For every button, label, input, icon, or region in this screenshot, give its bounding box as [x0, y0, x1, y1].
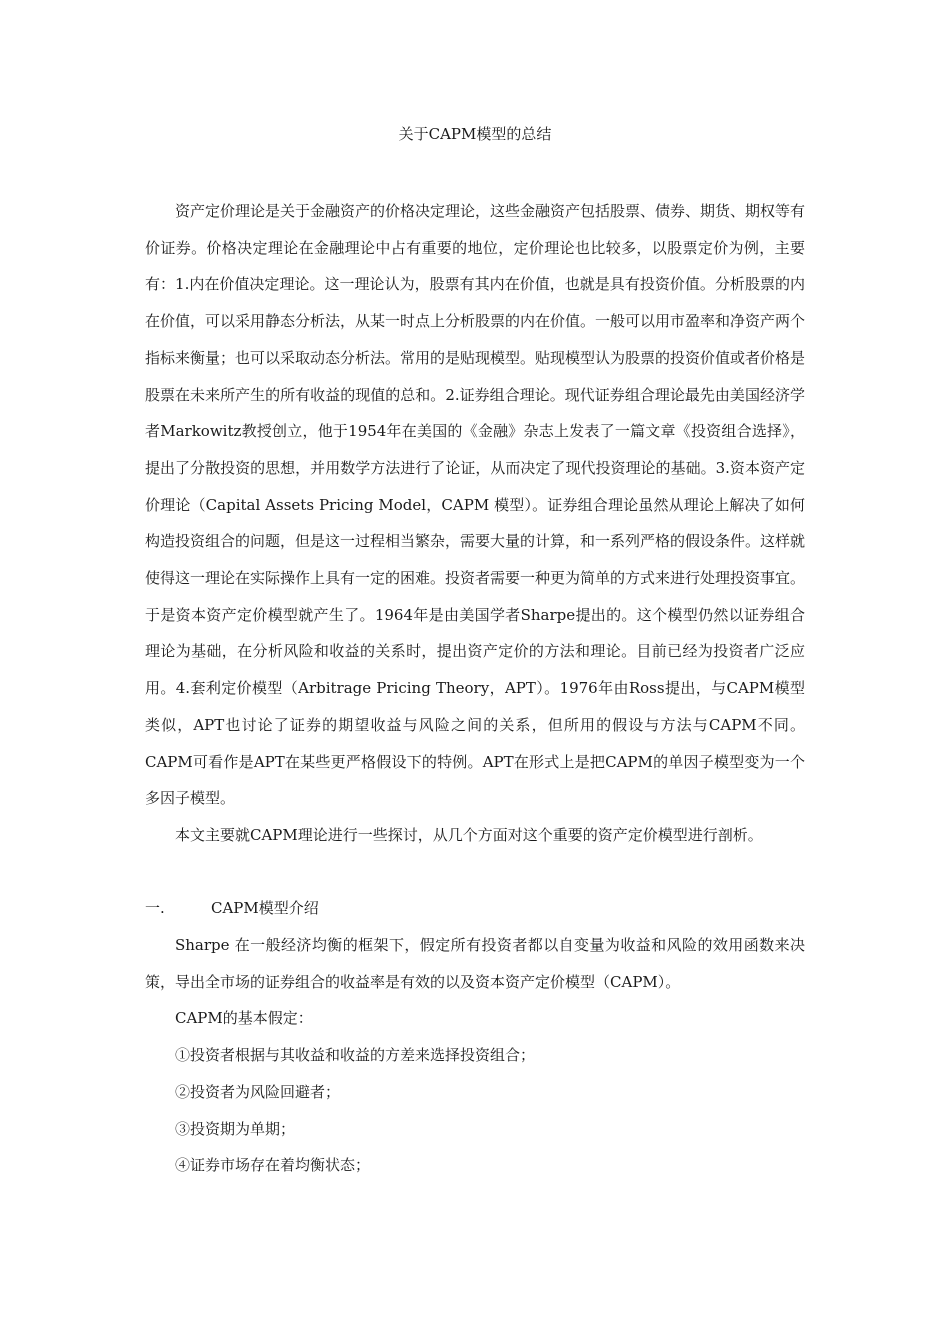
document-body	[145, 193, 805, 1184]
assumption-item: ②投资者为风险回避者；	[175, 1082, 341, 1101]
section-title: CAPM模型介绍	[211, 899, 319, 918]
assumptions-heading: CAPM的基本假定：	[175, 1009, 313, 1028]
intro-paragraph: 资产定价理论是关于金融资产的价格决定理论，这些金融资产包括股票、债券、期货、期权等有价证券。价格决定理论在金融理论中占有重要的地位，定价理论也比较多，以股票定价为例，主要有：1.内在价值决定理论。这一理论认为，股票有其内在价值，也就是具有投资价值。分析股票的内在价值，可以采用静态分析法，从某一时点上分析股票的内在价值。一般可以用市盈率和净资产两个指标来衡量；也可以采取动态分析法。常用的是贴现模型。贴现模型认为股票的投资价值或者价格是股票在未来所产生的所有收益的现值的总和。2.证券组合理论。现代证券组合理论最先由美国经济学者Markowitz教授创立，他于1954年在美国的《金融》杂志上发表了一篇文章《投资组合选择》，提出了分散投资的思想，并用数学方法进行了论证，从而决定了现代投资理论的基础。3.资本资产定价理论（Capital Assets Pricing Model，CAPM 模型）。证券组合理论虽然从理论上解决了如何构造投资组合的问题，但是这一过程相当繁杂，需要大量的计算，和一系列严格的假设条件。这样就使得这一理论在实际操作上具有一定的困难。投资者需要一种更为简单的方式来进行处理投资事宜。于是资本资产定价模型就产生了。1964年是由美国学者Sharpe提出的。这个模型仍然以证券组合理论为基础，在分析风险和收益的关系时，提出资产定价的方法和理论。目前已经为投资者广泛应用。4.套利定价模型（Arbitrage Pricing Theory，APT）。1976年由Ross提出，与CAPM模型类似，APT也讨论了证券的期望收益与风险之间的关系，但所用的假设与方法与CAPM不同。CAPM可看作是APT在某些更严格假设下的特例。APT在形式上是把CAPM的单因子模型变为一个多因子模型。	[145, 202, 806, 808]
section-number: 一.	[145, 899, 165, 918]
assumption-item: ③投资期为单期；	[175, 1119, 296, 1138]
assumption-item: ①投资者根据与其收益和收益的方差来选择投资组合；	[175, 1046, 536, 1065]
section-spacer	[145, 854, 805, 891]
section-paragraph: Sharpe 在一般经济均衡的框架下，假定所有投资者都以自变量为收益和风险的效用函数来决策，导出全市场的证券组合的收益率是有效的以及资本资产定价模型（CAPM）。	[145, 936, 805, 991]
assumption-item: ④证券市场存在着均衡状态；	[175, 1156, 371, 1175]
scope-paragraph: 本文主要就CAPM理论进行一些探讨，从几个方面对这个重要的资产定价模型进行剖析。	[175, 825, 763, 844]
document-title: 关于CAPM模型的总结	[398, 125, 552, 143]
section-heading	[145, 890, 805, 927]
